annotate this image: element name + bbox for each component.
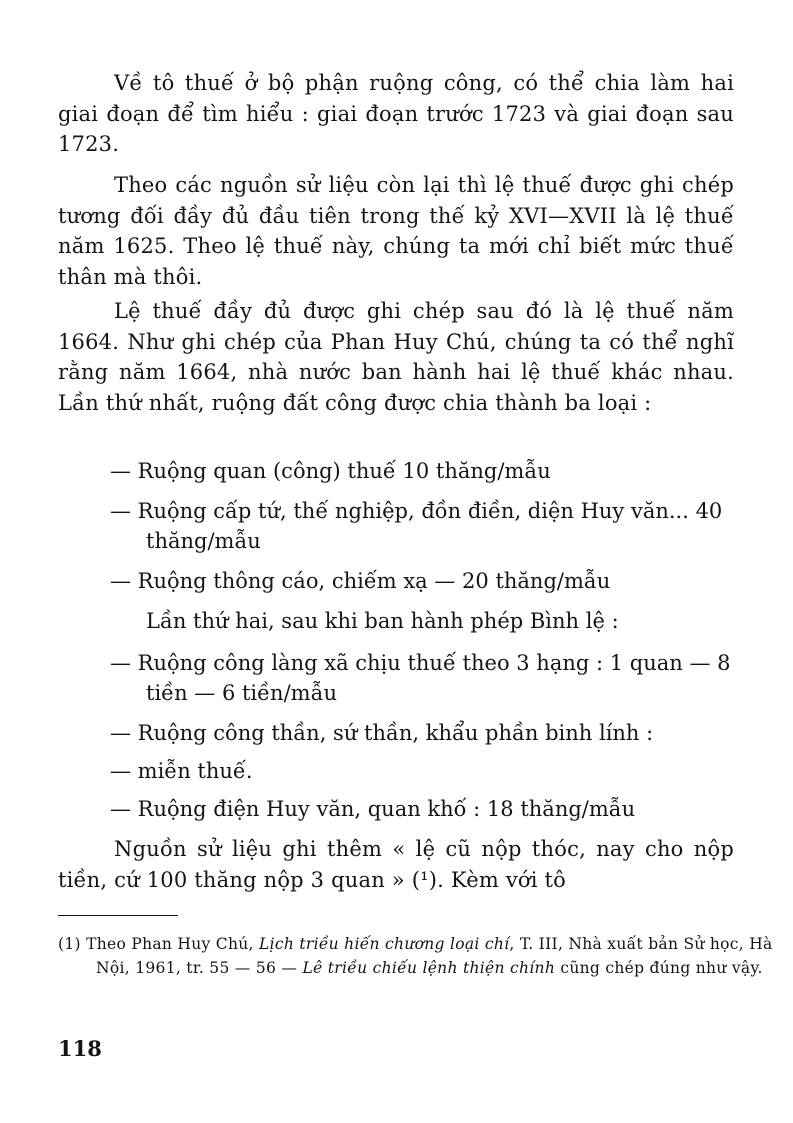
- footnote-text: , T. III, Nhà xuất bản Sử học, Hà Nội, 1961, tr. 55 — 56 —: [96, 935, 773, 977]
- list-item: — miễn thuế.: [110, 759, 253, 783]
- paragraph-1: Về tô thuế ở bộ phận ruộng công, có thể chia làm hai giai đoạn để tìm hiểu : giai đoạn trước 1723 và giai đoạn sau 1723.: [58, 71, 734, 156]
- paragraph-3: Lệ thuế đầy đủ được ghi chép sau đó là lệ thuế năm 1664. Như ghi chép của Phan Huy Chú, chúng ta có thể nghĩ rằng năm 1664, nhà nước ban hành hai lệ thuế khác nhau. Lần thứ nhất, ruộng đất công được chia thành ba loại :: [58, 299, 734, 415]
- footnote-text: Theo Phan Huy Chú,: [86, 935, 259, 953]
- footnote-title-1: Lịch triều hiến chương loại chí: [258, 935, 510, 953]
- list-item: — Ruộng công thần, sứ thần, khẩu phần binh lính :: [110, 721, 654, 745]
- paragraph-4: Nguồn sử liệu ghi thêm « lệ cũ nộp thóc, nay cho nộp tiền, cứ 100 thăng nộp 3 quan » (¹). Kèm với tô: [58, 837, 734, 892]
- footnote-marker: (1): [58, 935, 87, 953]
- footnote-divider: [58, 915, 178, 916]
- second-levy-intro: Lần thứ hai, sau khi ban hành phép Bình lệ :: [146, 609, 619, 633]
- footnote-text: cũng chép đúng như vậy.: [555, 959, 763, 977]
- list-item: — Ruộng cấp tứ, thế nghiệp, đồn điền, diện Huy văn... 40 thăng/mẫu: [110, 499, 723, 553]
- list-item: — Ruộng thông cáo, chiếm xạ — 20 thăng/mẫu: [110, 569, 611, 593]
- list-item: — Ruộng công làng xã chịu thuế theo 3 hạng : 1 quan — 8 tiền — 6 tiền/mẫu: [110, 651, 731, 705]
- list-item: — Ruộng điện Huy văn, quan khố : 18 thăng/mẫu: [110, 797, 636, 821]
- paragraph-2: Theo các nguồn sử liệu còn lại thì lệ thuế được ghi chép tương đối đầy đủ đầu tiên trong thế kỷ XVI—XVII là lệ thuế năm 1625. Theo lệ thuế này, chúng ta mới chỉ biết mức thuế thân mà thôi.: [58, 173, 734, 289]
- list-item: — Ruộng quan (công) thuế 10 thăng/mẫu: [110, 459, 551, 483]
- page-number: 118: [58, 1036, 102, 1061]
- footnote-title-2: Lê triều chiếu lệnh thiện chính: [302, 959, 556, 977]
- footnote: [58, 932, 774, 980]
